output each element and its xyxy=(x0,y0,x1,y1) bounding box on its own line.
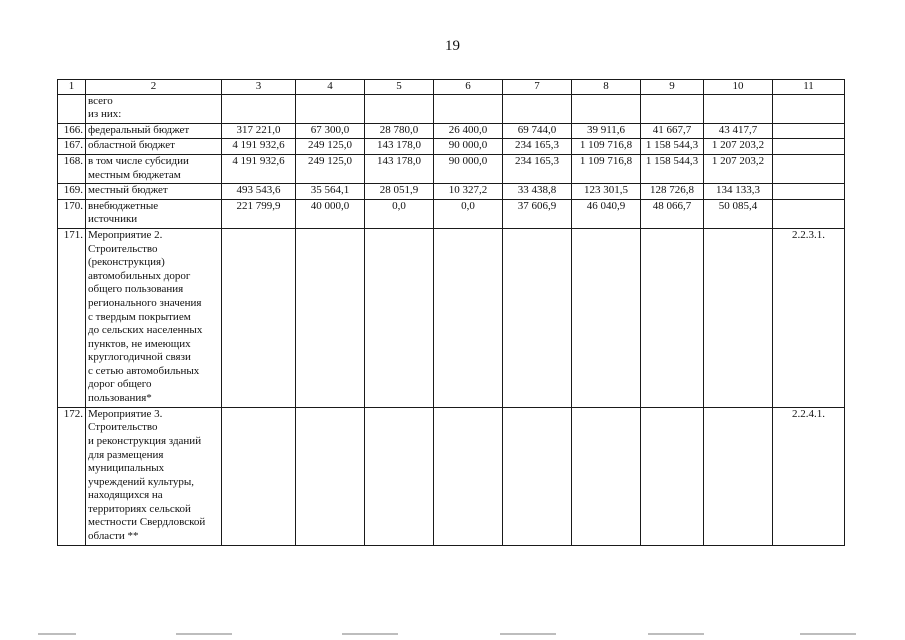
goal-reference-code xyxy=(773,123,845,139)
row-title: областной бюджет xyxy=(86,139,222,155)
row-number xyxy=(58,94,86,123)
amount-cell xyxy=(641,94,704,123)
amount-cell: 26 400,0 xyxy=(434,123,503,139)
amount-cell: 143 178,0 xyxy=(365,154,434,183)
column-number-cell: 8 xyxy=(572,80,641,95)
scan-artifact xyxy=(176,633,232,635)
table-row xyxy=(58,184,845,200)
amount-cell: 43 417,7 xyxy=(704,123,773,139)
amount-cell: 10 327,2 xyxy=(434,184,503,200)
table-row xyxy=(58,94,845,123)
amount-cell: 123 301,5 xyxy=(572,184,641,200)
scan-artifact xyxy=(800,633,856,635)
amount-cell: 39 911,6 xyxy=(572,123,641,139)
amount-cell: 493 543,6 xyxy=(222,184,296,200)
amount-cell: 35 564,1 xyxy=(296,184,365,200)
row-number: 172. xyxy=(58,407,86,545)
amount-cell: 143 178,0 xyxy=(365,139,434,155)
amount-cell xyxy=(434,94,503,123)
row-title: федеральный бюджет xyxy=(86,123,222,139)
amount-cell: 46 040,9 xyxy=(572,199,641,228)
amount-cell xyxy=(222,228,296,407)
column-number-cell: 3 xyxy=(222,80,296,95)
amount-cell xyxy=(704,94,773,123)
row-title: Мероприятие 2. Строительство (реконструкция) автомобильных дорог общего пользования регионального значения с твердым покрытием до сельских населенных пунктов, не имеющих круглогодичной связи с сетью автомобильных дорог общего пользования* xyxy=(86,228,222,407)
page-number: 19 xyxy=(445,38,460,54)
amount-cell xyxy=(365,407,434,545)
column-number-row xyxy=(58,80,845,95)
amount-cell: 249 125,0 xyxy=(296,139,365,155)
row-title: Мероприятие 3. Строительство и реконструкция зданий для размещения муниципальных учреждений культуры, находящихся на территориях сельской местности Свердловской области ** xyxy=(86,407,222,545)
scan-artifact xyxy=(500,633,556,635)
amount-cell: 128 726,8 xyxy=(641,184,704,200)
row-number: 166. xyxy=(58,123,86,139)
budget-table xyxy=(57,79,845,546)
amount-cell: 28 051,9 xyxy=(365,184,434,200)
amount-cell xyxy=(365,94,434,123)
amount-cell xyxy=(704,407,773,545)
row-title: всего из них: xyxy=(86,94,222,123)
amount-cell: 234 165,3 xyxy=(503,154,572,183)
goal-reference-code xyxy=(773,139,845,155)
table-row xyxy=(58,139,845,155)
goal-reference-code xyxy=(773,94,845,123)
table-row xyxy=(58,407,845,545)
amount-cell: 234 165,3 xyxy=(503,139,572,155)
column-number-cell: 9 xyxy=(641,80,704,95)
amount-cell xyxy=(503,94,572,123)
amount-cell: 1 158 544,3 xyxy=(641,154,704,183)
amount-cell: 249 125,0 xyxy=(296,154,365,183)
column-number-cell: 5 xyxy=(365,80,434,95)
amount-cell: 41 667,7 xyxy=(641,123,704,139)
amount-cell: 1 207 203,2 xyxy=(704,139,773,155)
row-number: 169. xyxy=(58,184,86,200)
amount-cell xyxy=(296,228,365,407)
amount-cell: 69 744,0 xyxy=(503,123,572,139)
amount-cell: 28 780,0 xyxy=(365,123,434,139)
column-number-cell: 11 xyxy=(773,80,845,95)
amount-cell: 1 109 716,8 xyxy=(572,154,641,183)
amount-cell: 1 109 716,8 xyxy=(572,139,641,155)
column-number-cell: 4 xyxy=(296,80,365,95)
scan-artifact xyxy=(38,633,76,635)
row-number: 170. xyxy=(58,199,86,228)
goal-reference-code xyxy=(773,199,845,228)
goal-reference-code: 2.2.4.1. xyxy=(773,407,845,545)
amount-cell: 37 606,9 xyxy=(503,199,572,228)
row-number: 167. xyxy=(58,139,86,155)
column-number-cell: 2 xyxy=(86,80,222,95)
amount-cell xyxy=(434,228,503,407)
row-title: в том числе субсидии местным бюджетам xyxy=(86,154,222,183)
amount-cell xyxy=(296,94,365,123)
amount-cell: 4 191 932,6 xyxy=(222,139,296,155)
amount-cell xyxy=(572,407,641,545)
column-number-cell: 6 xyxy=(434,80,503,95)
table-row xyxy=(58,228,845,407)
amount-cell xyxy=(704,228,773,407)
goal-reference-code xyxy=(773,154,845,183)
table-row xyxy=(58,199,845,228)
column-number-cell: 10 xyxy=(704,80,773,95)
goal-reference-code: 2.2.3.1. xyxy=(773,228,845,407)
amount-cell: 33 438,8 xyxy=(503,184,572,200)
amount-cell: 1 207 203,2 xyxy=(704,154,773,183)
amount-cell: 50 085,4 xyxy=(704,199,773,228)
row-number: 168. xyxy=(58,154,86,183)
amount-cell xyxy=(572,94,641,123)
amount-cell xyxy=(503,228,572,407)
row-number: 171. xyxy=(58,228,86,407)
row-title: внебюджетные источники xyxy=(86,199,222,228)
amount-cell xyxy=(641,228,704,407)
amount-cell xyxy=(503,407,572,545)
column-number-cell: 7 xyxy=(503,80,572,95)
table-row xyxy=(58,154,845,183)
column-number-cell: 1 xyxy=(58,80,86,95)
amount-cell: 4 191 932,6 xyxy=(222,154,296,183)
goal-reference-code xyxy=(773,184,845,200)
row-title: местный бюджет xyxy=(86,184,222,200)
amount-cell: 67 300,0 xyxy=(296,123,365,139)
amount-cell: 221 799,9 xyxy=(222,199,296,228)
amount-cell: 90 000,0 xyxy=(434,139,503,155)
amount-cell: 317 221,0 xyxy=(222,123,296,139)
amount-cell: 0,0 xyxy=(365,199,434,228)
amount-cell: 48 066,7 xyxy=(641,199,704,228)
scan-artifact xyxy=(342,633,398,635)
amount-cell: 90 000,0 xyxy=(434,154,503,183)
amount-cell xyxy=(222,94,296,123)
amount-cell: 134 133,3 xyxy=(704,184,773,200)
amount-cell: 0,0 xyxy=(434,199,503,228)
amount-cell xyxy=(434,407,503,545)
scan-artifact xyxy=(648,633,704,635)
table-row xyxy=(58,123,845,139)
amount-cell xyxy=(572,228,641,407)
amount-cell xyxy=(641,407,704,545)
amount-cell xyxy=(222,407,296,545)
amount-cell: 1 158 544,3 xyxy=(641,139,704,155)
amount-cell xyxy=(365,228,434,407)
amount-cell xyxy=(296,407,365,545)
amount-cell: 40 000,0 xyxy=(296,199,365,228)
